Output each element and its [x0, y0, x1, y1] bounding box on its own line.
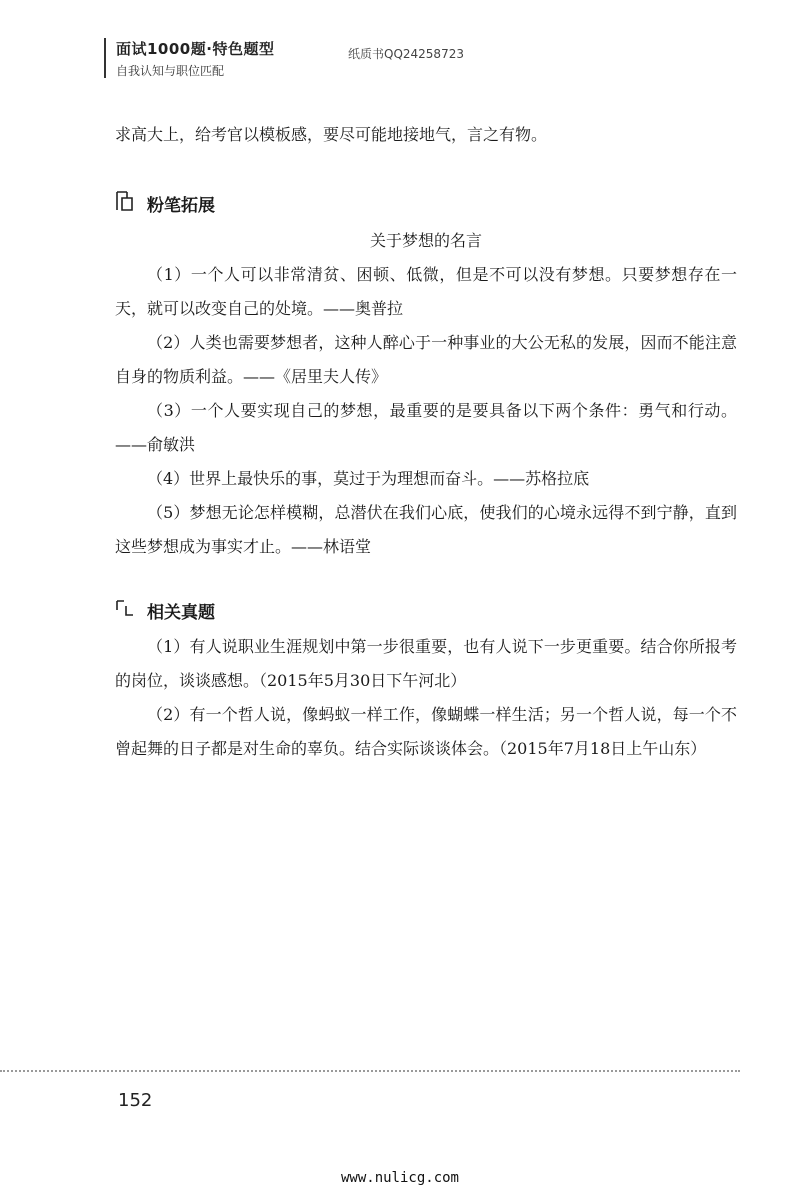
- book-title: 面试1000题·特色题型: [116, 40, 275, 58]
- page-number: 152: [118, 1090, 153, 1111]
- watermark-text: 纸质书QQ24258723: [348, 47, 464, 61]
- bracket-corner-icon: [115, 598, 135, 623]
- bracket-corner-icon: [115, 190, 135, 217]
- extension-heading-label: 粉笔拓展: [147, 196, 215, 216]
- chapter-title: 自我认知与职位匹配: [116, 64, 225, 78]
- quote-item: （5）梦想无论怎样模糊，总潜伏在我们心底，使我们的心境永远得不到宁静，直到这些梦想成为事实才止。——林语堂: [115, 503, 737, 556]
- extension-heading: [115, 190, 215, 217]
- related-heading-label: 相关真题: [147, 603, 215, 623]
- exam-question: （1）有人说职业生涯规划中第一步很重要，也有人说下一步更重要。结合你所报考的岗位，谈谈感想。（2015年5月30日下午河北）: [115, 637, 737, 690]
- quote-item: （3）一个人要实现自己的梦想，最重要的是要具备以下两个条件：勇气和行动。——俞敏洪: [115, 401, 737, 454]
- header-divider: [104, 38, 106, 78]
- footer-url: www.nulicg.com: [340, 1170, 459, 1186]
- quotes-title: 关于梦想的名言: [369, 231, 482, 250]
- footer-divider: [0, 1070, 740, 1072]
- quote-item: （1）一个人可以非常清贫、困顿、低微，但是不可以没有梦想。只要梦想存在一天，就可以改变自己的处境。——奥普拉: [115, 265, 737, 318]
- intro-paragraph: 求高大上，给考官以模板感，要尽可能地接地气，言之有物。: [115, 125, 548, 144]
- quote-item: （4）世界上最快乐的事，莫过于为理想而奋斗。——苏格拉底: [147, 469, 590, 488]
- exam-question: （2）有一个哲人说，像蚂蚁一样工作，像蝴蝶一样生活；另一个哲人说，每一个不曾起舞的日子都是对生命的辜负。结合实际谈谈体会。（2015年7月18日上午山东）: [115, 705, 737, 758]
- related-heading: [115, 598, 215, 623]
- quote-item: （2）人类也需要梦想者，这种人醉心于一种事业的大公无私的发展，因而不能注意自身的物质利益。——《居里夫人传》: [115, 333, 737, 386]
